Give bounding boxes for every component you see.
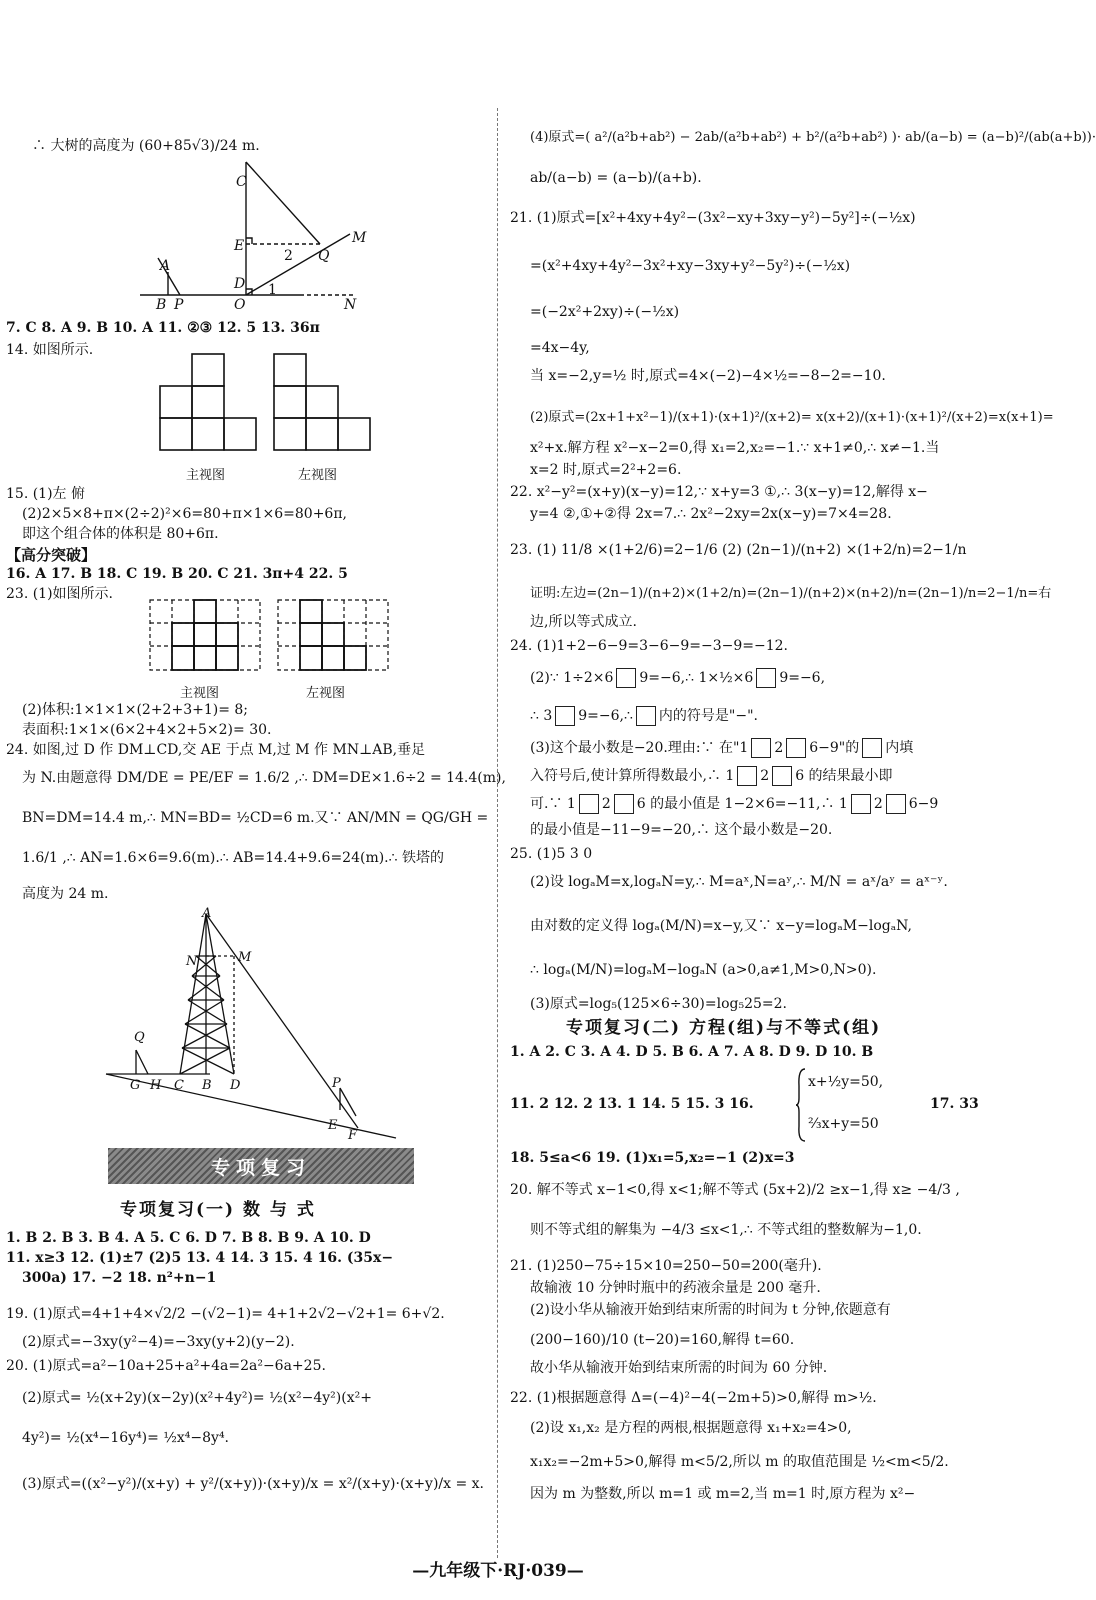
label-E: E — [234, 238, 245, 254]
label-D: D — [234, 276, 246, 292]
q21-line5: 当 x=−2,y=½ 时,原式=4×(−2)−4×½=−8−2=−10. — [530, 368, 886, 384]
q24r-line4-c: 6−9"的 — [809, 740, 860, 756]
left-view-caption: 左视图 — [298, 468, 338, 483]
label-Q: Q — [318, 248, 330, 264]
q23r-line2: 证明:左边=(2n−1)/(n+2)×(1+2/n)=(2n−1)/(n+2)×(n+2)/n=(2n−1)/n=2−1/n=右 — [530, 586, 1052, 601]
operator-box — [886, 794, 906, 814]
q24r-line2-c: 9=−6, — [779, 670, 826, 686]
label-angle-1: 1 — [268, 282, 277, 298]
system-eq1: x+½y=50, — [808, 1074, 884, 1090]
label-N: N — [344, 297, 357, 313]
tower-label-Q: Q — [134, 1030, 145, 1045]
label-M: M — [352, 230, 367, 246]
q19-part2: (2)原式=−3xy(y²−4)=−3xy(y+2)(y−2). — [22, 1334, 295, 1350]
q21-line2: =(x²+4xy+4y²−3x²+xy−3xy+y²−5y²)÷(−½x) — [530, 258, 851, 274]
tree-shadow-figure — [140, 152, 380, 317]
q23-front-caption: 主视图 — [180, 686, 220, 701]
q24r-line3-a: ∴ 3 — [530, 708, 553, 724]
q24r-line3-b: 9=−6,∴ — [578, 708, 633, 724]
q24r-line3-c: 内的符号是"−". — [658, 708, 758, 724]
operator-box — [786, 738, 806, 758]
q22-line2: y=4 ②,①+②得 2x=7.∴ 2x²−2xy=2x(x−y)=7×4=28. — [530, 506, 892, 522]
q24r-line6-b: 2 — [601, 796, 611, 812]
s2-q22-line1: 22. (1)根据题意得 Δ=(−4)²−4(−2m+5)>0,解得 m>½. — [510, 1390, 877, 1406]
sec2-answers-18-19: 18. 5≤a<6 19. (1)x₁=5,x₂=−1 (2)x=3 — [510, 1150, 795, 1166]
q24r-line4-b: 2 — [774, 740, 784, 756]
q24r-line6-e: 6−9 — [908, 796, 939, 812]
s2-q21-line2: 故输液 10 分钟时瓶中的药液余量是 200 毫升. — [530, 1280, 821, 1296]
s2-q21-line5: 故小华从输液开始到结束所需的时间为 60 分钟. — [530, 1360, 828, 1376]
q24r-line2-b: 9=−6,∴ 1×½×6 — [639, 670, 754, 686]
q24r-line5-a: 入符号后,使计算所得数最小,∴ 1 — [530, 768, 735, 784]
operator-box — [772, 766, 792, 786]
q24r-line6-a: 可.∵ 1 — [530, 796, 576, 812]
q24-line5: 高度为 24 m. — [22, 886, 109, 902]
r4-line2: ab/(a−b) = (a−b)/(a+b). — [530, 170, 702, 186]
label-P: P — [174, 297, 184, 313]
tower-label-B: B — [202, 1078, 212, 1093]
operator-box — [555, 706, 575, 726]
q24r-line4-a: (3)这个最小数是−20.理由:∵ 在"1 — [530, 740, 749, 756]
q23-left-view-grid — [278, 598, 388, 674]
q21-line1: 21. (1)原式=[x²+4xy+4y²−(3x²−xy+3xy−y²)−5y²]÷(−½x) — [510, 210, 916, 226]
answers-7-13: 7. C 8. A 9. B 10. A 11. ②③ 12. 5 13. 36π — [6, 320, 320, 336]
q20-part4: (3)原式=((x²−y²)/(x+y) + y²/(x+y))·(x+y)/x = x²/(x+y)·(x+y)/x = x. — [22, 1476, 485, 1492]
s2-q22-line3: x₁x₂=−2m+5>0,解得 m<5/2,所以 m 的取值范围是 ½<m<5/2. — [530, 1454, 949, 1470]
q23-text: 23. (1)如图所示. — [6, 586, 113, 602]
q23r-line1: 23. (1) 11/8 ×(1+2/6)=2−1/6 (2) (2n−1)/(n+2) ×(1+2/n)=2−1/n — [510, 542, 967, 558]
section2-title: 专项复习(二) 方程(组)与不等式(组) — [566, 1018, 882, 1038]
tower-label-A: A — [202, 906, 212, 921]
q24-line2: 为 N.由题意得 DM/DE = PE/EF = 1.6/2 ,∴ DM=DE×1.6÷2 = 14.4(m), — [22, 770, 506, 786]
answers-16-22: 16. A 17. B 18. C 19. B 20. C 21. 3π+4 22. 5 — [6, 566, 348, 582]
system-brace — [796, 1068, 806, 1142]
tree-height-conclusion: ∴ 大树的高度为 (60+85√3)/24 m. — [32, 138, 260, 154]
q24r-line5-b: 2 — [760, 768, 770, 784]
s2-q21-line4: (200−160)/10 (t−20)=160,解得 t=60. — [530, 1332, 795, 1348]
label-angle-2: 2 — [284, 248, 293, 264]
q25-line3: 由对数的定义得 logₐ(M/N)=x−y,又∵ x−y=logₐM−logₐN, — [530, 918, 912, 934]
q20-part3: 4y²)= ½(x⁴−16y⁴)= ½x⁴−8y⁴. — [22, 1430, 230, 1446]
sec2-answers-1-10: 1. A 2. C 3. A 4. D 5. B 6. A 7. A 8. D 9. D 10. B — [510, 1044, 874, 1060]
q21-line8: x=2 时,原式=2²+2=6. — [530, 462, 682, 478]
q24r-line6 — [530, 794, 938, 814]
q22-line1: 22. x²−y²=(x+y)(x−y)=12,∵ x+y=3 ①,∴ 3(x−y)=12,解得 x− — [510, 484, 928, 500]
q14-text: 14. 如图所示. — [6, 342, 94, 358]
tower-label-P: P — [332, 1076, 341, 1091]
tower-label-C: C — [174, 1078, 184, 1093]
q24-line1: 24. 如图,过 D 作 DM⊥CD,交 AE 于点 M,过 M 作 MN⊥AB,垂足 — [6, 742, 426, 758]
q14-front-view-grid — [160, 354, 256, 450]
gaofen-heading: 【高分突破】 — [6, 546, 97, 564]
q15-part3: 即这个组合体的体积是 80+6π. — [22, 526, 219, 542]
q21-line6: (2)原式=(2x+1+x²−1)/(x+1)·(x+1)²/(x+2)= x(x+2)/(x+1)·(x+1)²/(x+2)=x(x+1)= — [530, 410, 1054, 425]
operator-box — [737, 766, 757, 786]
operator-box — [851, 794, 871, 814]
q21-line7: x²+x.解方程 x²−x−2=0,得 x₁=2,x₂=−1.∵ x+1≠0,∴ x≠−1.当 — [530, 440, 940, 456]
s2-q21-line3: (2)设小华从输液开始到结束所需的时间为 t 分钟,依题意有 — [530, 1302, 891, 1318]
tower-label-G: G — [130, 1078, 141, 1093]
q24r-line4-d: 内填 — [885, 740, 914, 756]
label-O: O — [234, 297, 246, 313]
q25-line5: (3)原式=log₅(125×6÷30)=log₅25=2. — [530, 996, 787, 1012]
q19-part1: 19. (1)原式=4+1+4×√2/2 −(√2−1)= 4+1+2√2−√2+1= 6+√2. — [6, 1306, 445, 1322]
sec2-answers-11-16: 11. 2 12. 2 13. 1 14. 5 15. 3 16. — [510, 1096, 754, 1112]
q20-part2: (2)原式= ½(x+2y)(x−2y)(x²+4y²)= ½(x²−4y²)(x²+ — [22, 1390, 372, 1406]
r4-line1: (4)原式=( a²/(a²b+ab²) − 2ab/(a²b+ab²) + b²/(a²b+ab²) )· ab/(a−b) = (a−b)²/(ab(a+b))· — [530, 130, 1096, 145]
q23r-line3: 边,所以等式成立. — [530, 614, 637, 630]
sec1-answers-1-10: 1. B 2. B 3. B 4. A 5. C 6. D 7. B 8. B 9. A 10. D — [6, 1230, 371, 1246]
system-eq2: ⅔x+y=50 — [808, 1116, 879, 1132]
sec2-answer-17: 17. 33 — [930, 1096, 979, 1112]
q23-volume: (2)体积:1×1×1×(2+2+3+1)= 8; — [22, 702, 249, 718]
tower-label-D: D — [230, 1078, 241, 1093]
q23-left-caption: 左视图 — [306, 686, 346, 701]
column-divider — [497, 108, 498, 1558]
q24-line3: BN=DM=14.4 m,∴ MN=BD= ½CD=6 m.又∵ AN/MN = QG/GH = — [22, 810, 489, 826]
q24r-line3 — [530, 706, 758, 726]
q15-part1: 15. (1)左 俯 — [6, 486, 85, 502]
q24r-line4 — [530, 738, 913, 758]
sec1-answers-16-18: 300a) 17. −2 18. n²+n−1 — [22, 1270, 217, 1286]
operator-box — [751, 738, 771, 758]
operator-box — [636, 706, 656, 726]
q25-line1: 25. (1)5 3 0 — [510, 846, 593, 862]
q24r-line6-d: 2 — [873, 796, 883, 812]
q23-front-view-grid — [150, 598, 260, 674]
q24r-line5-c: 6 的结果最小即 — [795, 768, 893, 784]
s2-q22-line4: 因为 m 为整数,所以 m=1 或 m=2,当 m=1 时,原方程为 x²− — [530, 1486, 916, 1502]
operator-box — [862, 738, 882, 758]
sec1-answers-11-16: 11. x≥3 12. (1)±7 (2)5 13. 4 14. 3 15. 4 16. (35x− — [6, 1250, 394, 1266]
q24r-line7: 的最小值是−11−9=−20,∴ 这个最小数是−20. — [530, 822, 833, 838]
s2-q20-line2: 则不等式组的解集为 −4/3 ≤x<1,∴ 不等式组的整数解为−1,0. — [530, 1222, 922, 1238]
q20-part1: 20. (1)原式=a²−10a+25+a²+4a=2a²−6a+25. — [6, 1358, 326, 1374]
q14-left-view-grid — [274, 354, 370, 450]
label-B: B — [156, 297, 167, 313]
special-review-banner: 专项复习 — [108, 1148, 414, 1184]
q23-surface: 表面积:1×1×(6×2+4×2+5×2)= 30. — [22, 722, 272, 738]
s2-q20-line1: 20. 解不等式 x−1<0,得 x<1;解不等式 (5x+2)/2 ≥x−1,得 x≥ −4/3 , — [510, 1182, 960, 1198]
tower-label-M: M — [238, 950, 252, 965]
page-footer: —九年级下·RJ·039— — [412, 1561, 584, 1581]
tower-figure — [100, 906, 400, 1146]
tower-label-E: E — [328, 1118, 338, 1133]
q24r-line2 — [530, 668, 825, 688]
front-view-caption: 主视图 — [186, 468, 226, 483]
q21-line3: =(−2x²+2xy)÷(−½x) — [530, 304, 680, 320]
operator-box — [579, 794, 599, 814]
tower-label-H: H — [150, 1078, 162, 1093]
q24r-line2-a: (2)∵ 1÷2×6 — [530, 670, 614, 686]
q15-part2: (2)2×5×8+π×(2÷2)²×6=80+π×1×6=80+6π, — [22, 506, 347, 522]
s2-q22-line2: (2)设 x₁,x₂ 是方程的两根,根据题意得 x₁+x₂=4>0, — [530, 1420, 852, 1436]
s2-q21-line1: 21. (1)250−75÷15×10=250−50=200(毫升). — [510, 1258, 822, 1274]
label-C: C — [236, 174, 247, 190]
q25-line4: ∴ logₐ(M/N)=logₐM−logₐN (a>0,a≠1,M>0,N>0). — [530, 962, 877, 978]
operator-box — [756, 668, 776, 688]
tower-label-N: N — [186, 954, 198, 969]
section1-title: 专项复习(一) 数 与 式 — [120, 1200, 316, 1220]
q25-line2: (2)设 logₐM=x,logₐN=y,∴ M=aˣ,N=aʸ,∴ M/N = aˣ/aʸ = aˣ⁻ʸ. — [530, 874, 948, 890]
q24r-line1: 24. (1)1+2−6−9=3−6−9=−3−9=−12. — [510, 638, 789, 654]
q24r-line6-c: 6 的最小值是 1−2×6=−11,∴ 1 — [636, 796, 848, 812]
label-A: A — [160, 258, 171, 274]
operator-box — [616, 668, 636, 688]
q24r-line5 — [530, 766, 893, 786]
operator-box — [614, 794, 634, 814]
tower-label-F: F — [348, 1128, 358, 1143]
q24-line4: 1.6/1 ,∴ AN=1.6×6=9.6(m).∴ AB=14.4+9.6=24(m).∴ 铁塔的 — [22, 850, 444, 866]
q21-line4: =4x−4y, — [530, 340, 590, 356]
